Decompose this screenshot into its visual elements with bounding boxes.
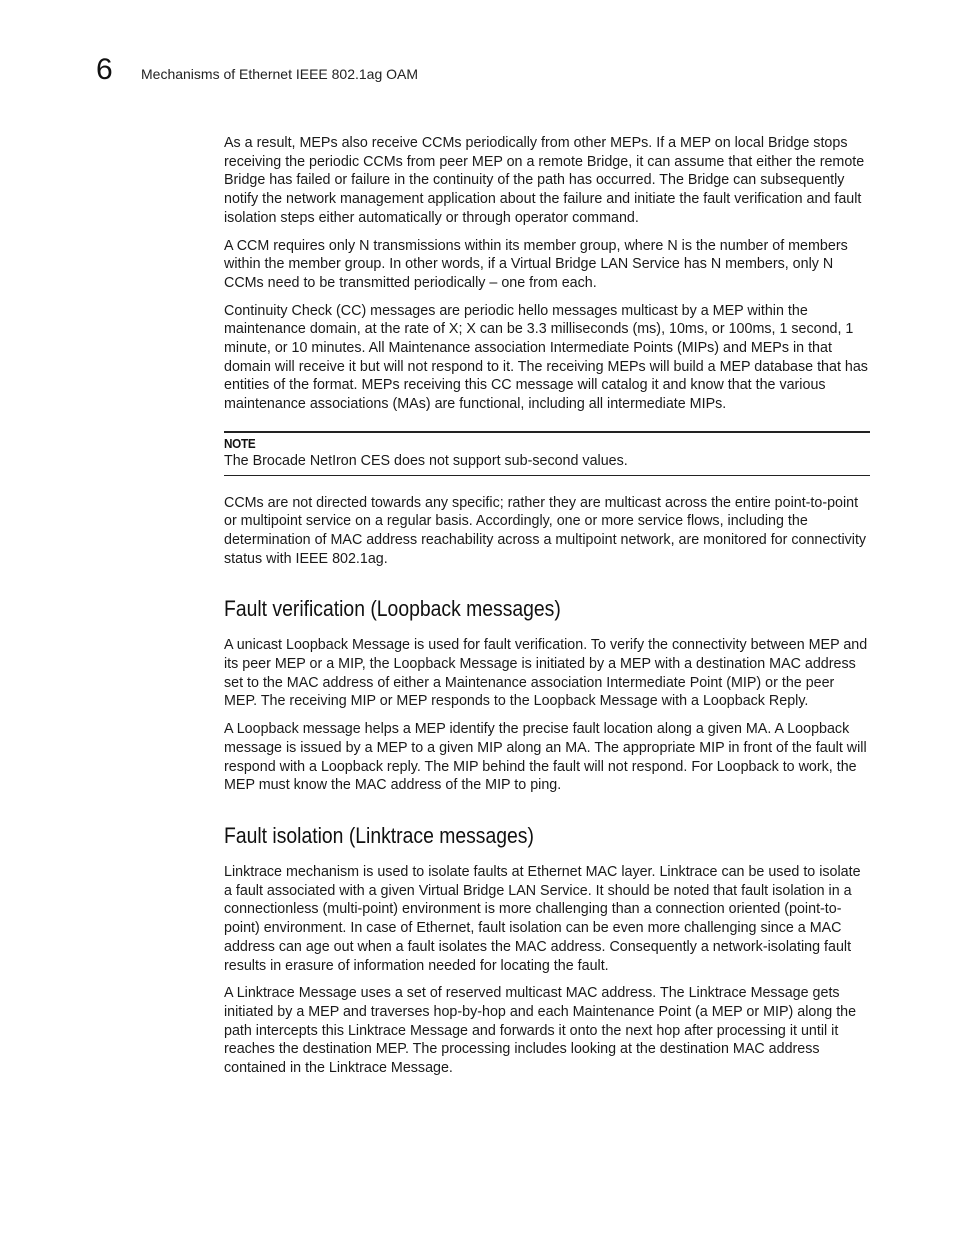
section-heading-fault-isolation: Fault isolation (Linktrace messages) [224, 822, 534, 848]
intro-paragraph-3: Continuity Check (CC) messages are periodic hello messages multicast by a MEP within the maintenance domain, at the rate of X; X can be 3.3 milliseconds (ms), 10ms, or 100ms, 1 second, 1 minute, or 10 minutes. All Maintenance association Intermediate Points (MIPs) and MEPs in that domain will receive it but will not respond to it. The receiving MEPs will build a MEP database that has entities of the format. MEPs receiving this CC message will catalog it and know that the various maintenance associations (MAs) are functional, including all intermediate MIPs. [224, 302, 868, 413]
section-heading-fault-verification: Fault verification (Loopback messages) [224, 596, 561, 622]
fault-verification-paragraph-2: A Loopback message helps a MEP identify the precise fault location along a given MA. A Loopback message is issued by a MEP to a given MIP along an MA. The appropriate MIP in front of the fault will respond with a Loopback reply. The MIP behind the fault will not respond. For Loopback to work, the MEP must know the MAC address of the MIP to ping. [224, 721, 867, 794]
page-content [224, 134, 870, 1087]
fault-isolation-paragraph-2: A Linktrace Message uses a set of reserved multicast MAC address. The Linktrace Message gets initiated by a MEP and traverses hop-by-hop and each Maintenance Point (a MEP or MIP) along the path intercepts this Linktrace Message and forwards it onto the next hop after processing it until it reaches the destination MEP. The processing includes looking at the destination MAC address contained in the Linktrace Message. [224, 985, 857, 1077]
note-box [224, 431, 870, 476]
note-label: NOTE [224, 435, 256, 451]
intro-paragraph-1: As a result, MEPs also receive CCMs periodically from other MEPs. If a MEP on local Bridge stops receiving the periodic CCMs from peer MEP on a remote Bridge, it can assume that either the remote Bridge has failed or failure in the continuity of the path has occurred. The Bridge can subsequently notify the network management application about the failure and initiate the fault verification and fault isolation steps either automatically or through operator command. [224, 135, 865, 226]
fault-verification-paragraph-1: A unicast Loopback Message is used for fault verification. To verify the connectivity between MEP and its peer MEP or a MIP, the Loopback Message is initiated by a MEP with a destination MAC address set to the MAC address of either a Maintenance association Intermediate Point (MIP) or the peer MEP. The receiving MIP or MEP responds to the Loopback Message with a Loopback Reply. [224, 637, 868, 710]
chapter-number: 6 [96, 53, 113, 86]
chapter-title: Mechanisms of Ethernet IEEE 802.1ag OAM [141, 66, 419, 82]
fault-isolation-paragraph-1: Linktrace mechanism is used to isolate faults at Ethernet MAC layer. Linktrace can be used to isolate a fault associated with a given Virtual Bridge LAN Service. It should be noted that fault isolation in a connectionless (multi-point) environment is more challenging than a connection oriented (point-to-point) environment. In case of Ethernet, fault isolation can be even more challenging since a MAC address can age out when a fault isolates the MAC address. Consequently a network-isolating fault results in erasure of information needed for locating the fault. [224, 863, 861, 974]
note-text: The Brocade NetIron CES does not support sub-second values. [224, 452, 628, 469]
after-note-paragraph: CCMs are not directed towards any specific; rather they are multicast across the entire point-to-point or multipoint service on a regular basis. Accordingly, one or more service flows, including the determination of MAC address reachability across a multipoint network, are monitored for connectivity status with IEEE 802.1ag. [224, 494, 867, 567]
intro-paragraph-2: A CCM requires only N transmissions within its member group, where N is the number of members within the member group. In other words, if a Virtual Bridge LAN Service has N members, only N CCMs need to be transmitted periodically – one from each. [224, 237, 848, 291]
